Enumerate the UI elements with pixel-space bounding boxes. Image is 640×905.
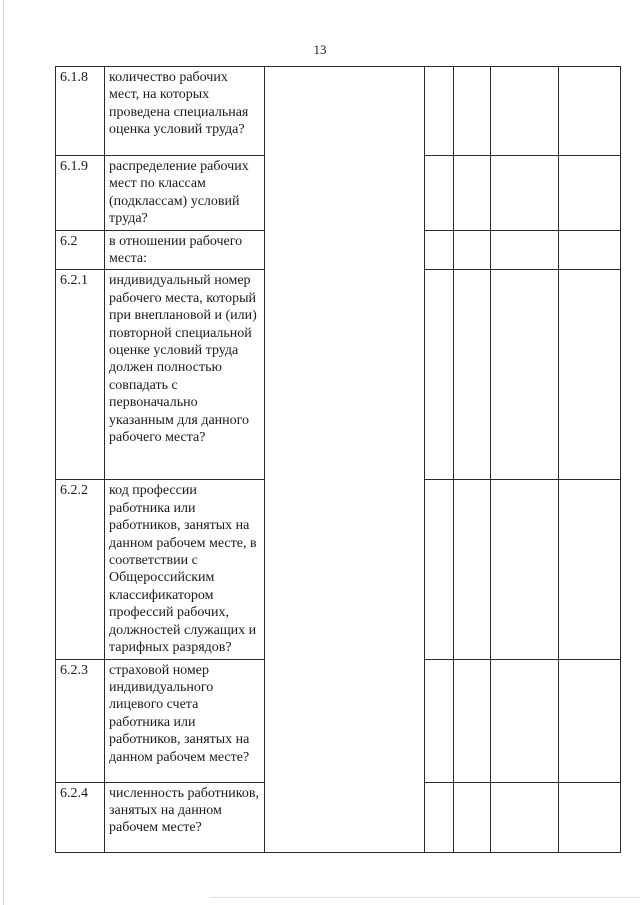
page-edge-bottom-line: [210, 897, 640, 898]
row-question: страховой номер индивидуального лицевого счета работника или работников, занятых на данном рабочем месте?: [105, 659, 265, 782]
page-edge-line: [3, 0, 4, 905]
answer-cell: [491, 659, 559, 782]
answer-cell: [559, 156, 621, 231]
row-number: 6.2.4: [56, 782, 105, 852]
answer-cell: [454, 156, 491, 231]
answer-cell: [454, 67, 491, 156]
answer-cell: [559, 782, 621, 852]
answer-cell: [491, 270, 559, 480]
answer-cell: [425, 230, 454, 270]
answer-cell: [559, 480, 621, 659]
answer-cell: [491, 67, 559, 156]
answer-cell: [454, 659, 491, 782]
answer-cell: [559, 230, 621, 270]
row-question: индивидуальный номер рабочего места, который при внеплановой и (или) повторной специальной оценке условий труда должен полностью совпадать с первоначально указанным для данного рабочего места?: [105, 270, 265, 480]
answer-cell: [425, 659, 454, 782]
answer-cell: [491, 480, 559, 659]
row-number: 6.2: [56, 230, 105, 270]
answer-cell: [454, 270, 491, 480]
answer-cell: [454, 230, 491, 270]
checklist-table: [55, 66, 621, 853]
answer-cell: [425, 782, 454, 852]
answer-cell: [559, 67, 621, 156]
row-question: численность работников, занятых на данном рабочем месте?: [105, 782, 265, 852]
row-number: 6.1.8: [56, 67, 105, 156]
table-row: [56, 67, 621, 156]
answer-column-merged: [265, 67, 425, 853]
row-number: 6.2.1: [56, 270, 105, 480]
answer-cell: [425, 156, 454, 231]
row-question: количество рабочих мест, на которых проведена специальная оценка условий труда?: [105, 67, 265, 156]
answer-cell: [559, 270, 621, 480]
row-question: код профессии работника или работников, занятых на данном рабочем месте, в соответствии с Общероссийским классификатором профессий рабочих, должностей служащих и тарифных разрядов?: [105, 480, 265, 659]
answer-cell: [491, 156, 559, 231]
row-question: в отношении рабочего места:: [105, 230, 265, 270]
row-number: 6.2.3: [56, 659, 105, 782]
answer-cell: [559, 659, 621, 782]
row-number: 6.2.2: [56, 480, 105, 659]
answer-cell: [425, 480, 454, 659]
answer-cell: [454, 480, 491, 659]
answer-cell: [425, 67, 454, 156]
row-question: распределение рабочих мест по классам (подклассам) условий труда?: [105, 156, 265, 231]
answer-cell: [425, 270, 454, 480]
answer-cell: [491, 230, 559, 270]
page-number: 13: [313, 42, 327, 57]
answer-cell: [491, 782, 559, 852]
row-number: 6.1.9: [56, 156, 105, 231]
answer-cell: [454, 782, 491, 852]
